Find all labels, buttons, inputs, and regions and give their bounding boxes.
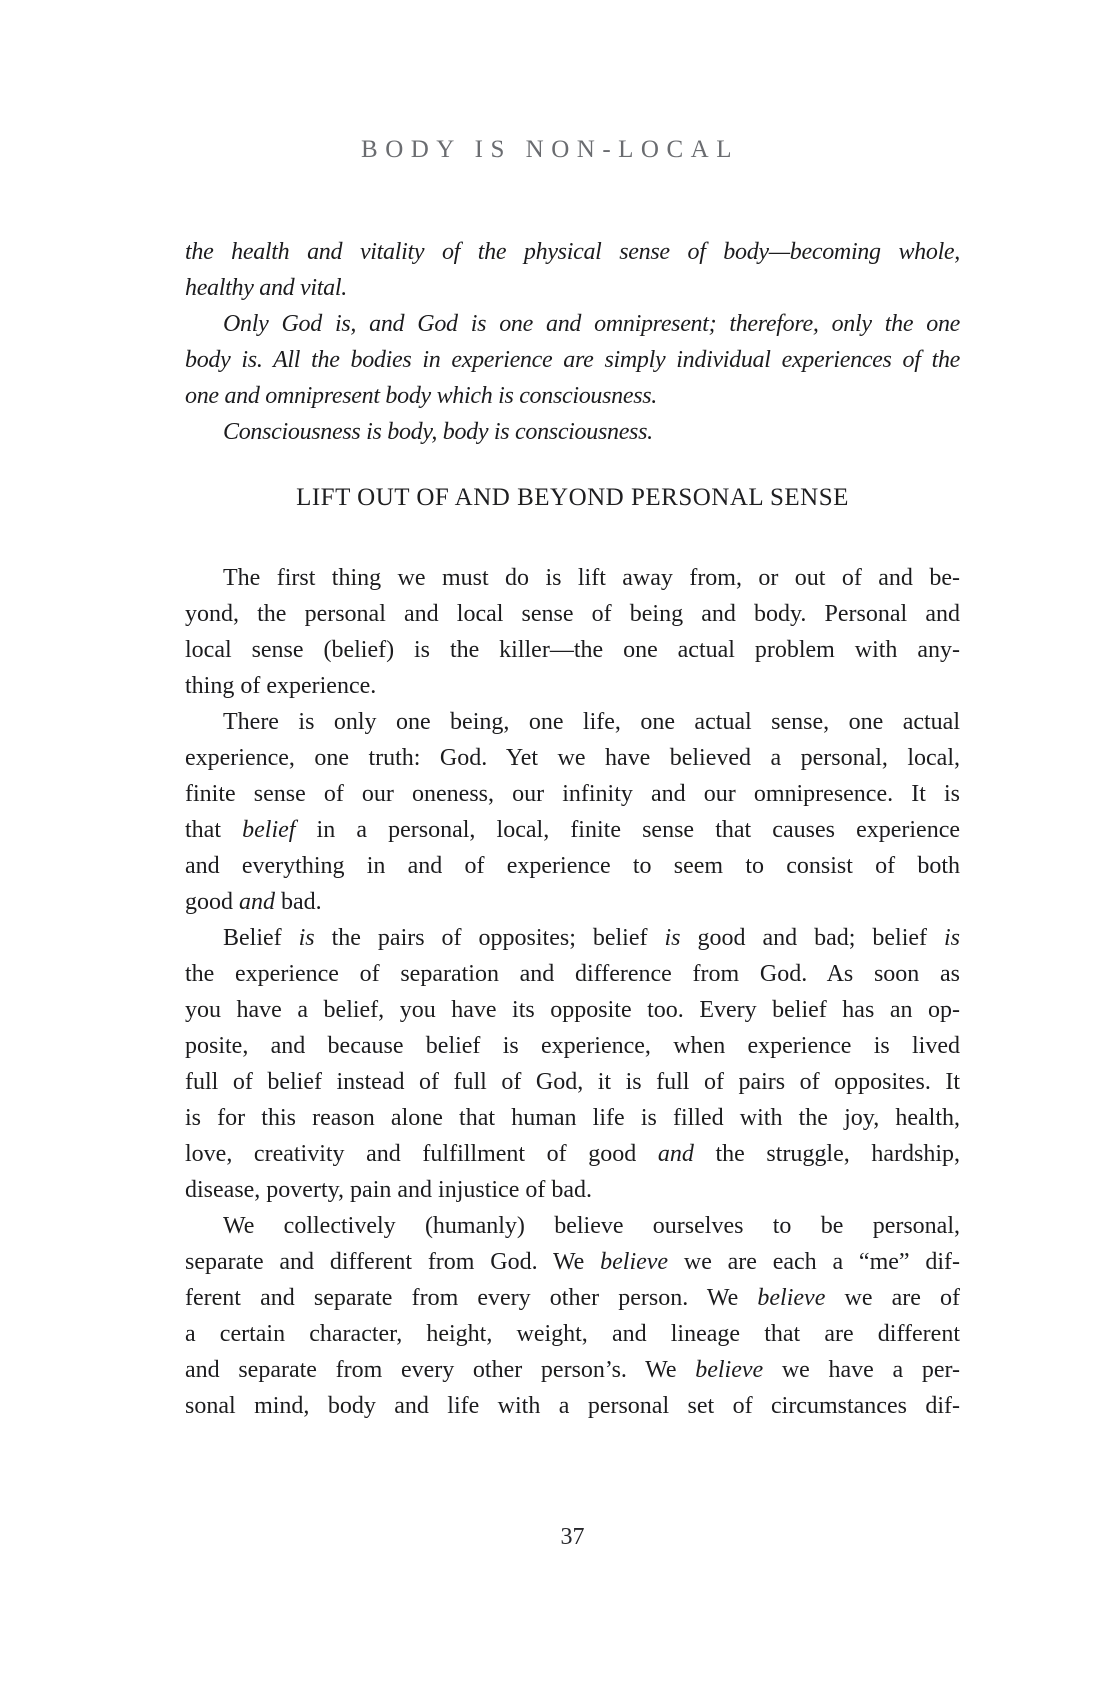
- text-segment: the pairs of opposites; belief: [314, 925, 665, 951]
- text-segment: thing of experience.: [185, 673, 377, 699]
- text-segment: love, creativity and fulfillment of good: [185, 1141, 658, 1167]
- text-segment: Consciousness is body, body is consciousness.: [223, 419, 653, 445]
- text-line: [185, 1100, 960, 1136]
- text-line: [185, 306, 960, 342]
- text-segment: the struggle, hardship,: [693, 1141, 961, 1167]
- text-line: [185, 560, 960, 596]
- text-segment: is for this reason alone that human life is filled with the joy, health,: [185, 1105, 960, 1131]
- text-segment: finite sense of our oneness, our infinity and our omnipresence. It is: [185, 781, 960, 807]
- text-line: [185, 1280, 960, 1316]
- paragraph: [185, 920, 960, 1208]
- emphasized-text: believe: [757, 1285, 826, 1311]
- emphasized-text: belief: [242, 817, 296, 843]
- text-line: [185, 1244, 960, 1280]
- text-line: [185, 342, 960, 378]
- body-section: [185, 560, 960, 1424]
- text-line: [185, 632, 960, 668]
- text-line: [185, 414, 960, 450]
- text-segment: posite, and because belief is experience, when experience is lived: [185, 1033, 960, 1059]
- paragraph: [185, 306, 960, 414]
- emphasized-text: believe: [695, 1357, 764, 1383]
- section-heading: LIFT OUT OF AND BEYOND PERSONAL SENSE: [296, 484, 849, 511]
- running-head: BODY IS NON-LOCAL: [361, 136, 739, 163]
- text-line: [185, 1064, 960, 1100]
- text-segment: separate and different from God. We: [185, 1249, 601, 1275]
- page-number: 37: [560, 1524, 585, 1550]
- text-segment: The first thing we must do is lift away from, or out of and be-: [223, 565, 960, 591]
- text-segment: in a personal, local, finite sense that causes experience: [295, 817, 960, 843]
- text-segment: healthy and vital.: [185, 275, 347, 301]
- text-line: [185, 378, 960, 414]
- emphasized-text: and: [657, 1141, 694, 1167]
- text-segment: the health and vitality of the physical sense of body—becoming whole,: [185, 239, 960, 265]
- text-line: [185, 920, 960, 956]
- text-segment: we are of: [825, 1285, 960, 1311]
- paragraph: [185, 1208, 960, 1424]
- text-line: [185, 1172, 960, 1208]
- text-segment: good and bad; belief: [680, 925, 944, 951]
- text-line: [185, 848, 960, 884]
- text-segment: disease, poverty, pain and injustice of bad.: [185, 1177, 592, 1203]
- text-line: [185, 1316, 960, 1352]
- text-column: [185, 234, 960, 1424]
- text-line: [185, 270, 960, 306]
- text-line: [185, 884, 960, 920]
- text-line: [185, 1208, 960, 1244]
- text-segment: We collectively (humanly) believe ourselves to be personal,: [223, 1213, 960, 1239]
- paragraph: [185, 560, 960, 704]
- text-segment: you have a belief, you have its opposite too. Every belief has an op-: [185, 997, 960, 1023]
- text-line: [185, 668, 960, 704]
- text-line: [185, 1136, 960, 1172]
- text-segment: we are each a “me” dif-: [668, 1249, 960, 1275]
- text-segment: one and omnipresent body which is consciousness.: [185, 383, 657, 409]
- text-line: [185, 812, 960, 848]
- paragraph: [185, 704, 960, 920]
- emphasized-text: believe: [600, 1249, 669, 1275]
- text-line: [185, 1352, 960, 1388]
- text-line: [185, 596, 960, 632]
- text-line: [185, 704, 960, 740]
- text-segment: body is. All the bodies in experience are simply individual experiences of the: [185, 347, 960, 373]
- text-line: [185, 740, 960, 776]
- text-line: [185, 956, 960, 992]
- text-segment: and separate from every other person’s. We: [185, 1357, 696, 1383]
- text-segment: yond, the personal and local sense of being and body. Personal and: [185, 601, 960, 627]
- text-segment: good: [185, 889, 239, 915]
- text-line: [185, 1028, 960, 1064]
- emphasized-text: is: [298, 925, 315, 951]
- emphasized-text: is: [944, 925, 961, 951]
- text-segment: bad.: [275, 889, 322, 915]
- text-segment: Belief: [223, 925, 299, 951]
- intro-italic-section: [185, 234, 960, 450]
- text-line: [185, 234, 960, 270]
- text-segment: full of belief instead of full of God, it is full of pairs of opposites. It: [185, 1069, 960, 1095]
- text-segment: a certain character, height, weight, and lineage that are different: [185, 1321, 960, 1347]
- paragraph: [185, 414, 960, 450]
- text-line: [185, 776, 960, 812]
- text-segment: ferent and separate from every other person. We: [185, 1285, 758, 1311]
- paragraph: [185, 234, 960, 306]
- text-segment: local sense (belief) is the killer—the one actual problem with any-: [185, 637, 960, 663]
- text-segment: that: [185, 817, 243, 843]
- text-segment: sonal mind, body and life with a personal set of circumstances dif-: [185, 1393, 960, 1419]
- text-segment: There is only one being, one life, one actual sense, one actual: [223, 709, 960, 735]
- text-segment: the experience of separation and difference from God. As soon as: [185, 961, 960, 987]
- text-line: [185, 1388, 960, 1424]
- text-line: [185, 992, 960, 1028]
- emphasized-text: and: [239, 889, 275, 915]
- text-segment: we have a per-: [763, 1357, 960, 1383]
- text-segment: experience, one truth: God. Yet we have believed a personal, local,: [185, 745, 960, 771]
- text-segment: and everything in and of experience to seem to consist of both: [185, 853, 960, 879]
- text-segment: Only God is, and God is one and omnipresent; therefore, only the one: [223, 311, 960, 337]
- emphasized-text: is: [664, 925, 681, 951]
